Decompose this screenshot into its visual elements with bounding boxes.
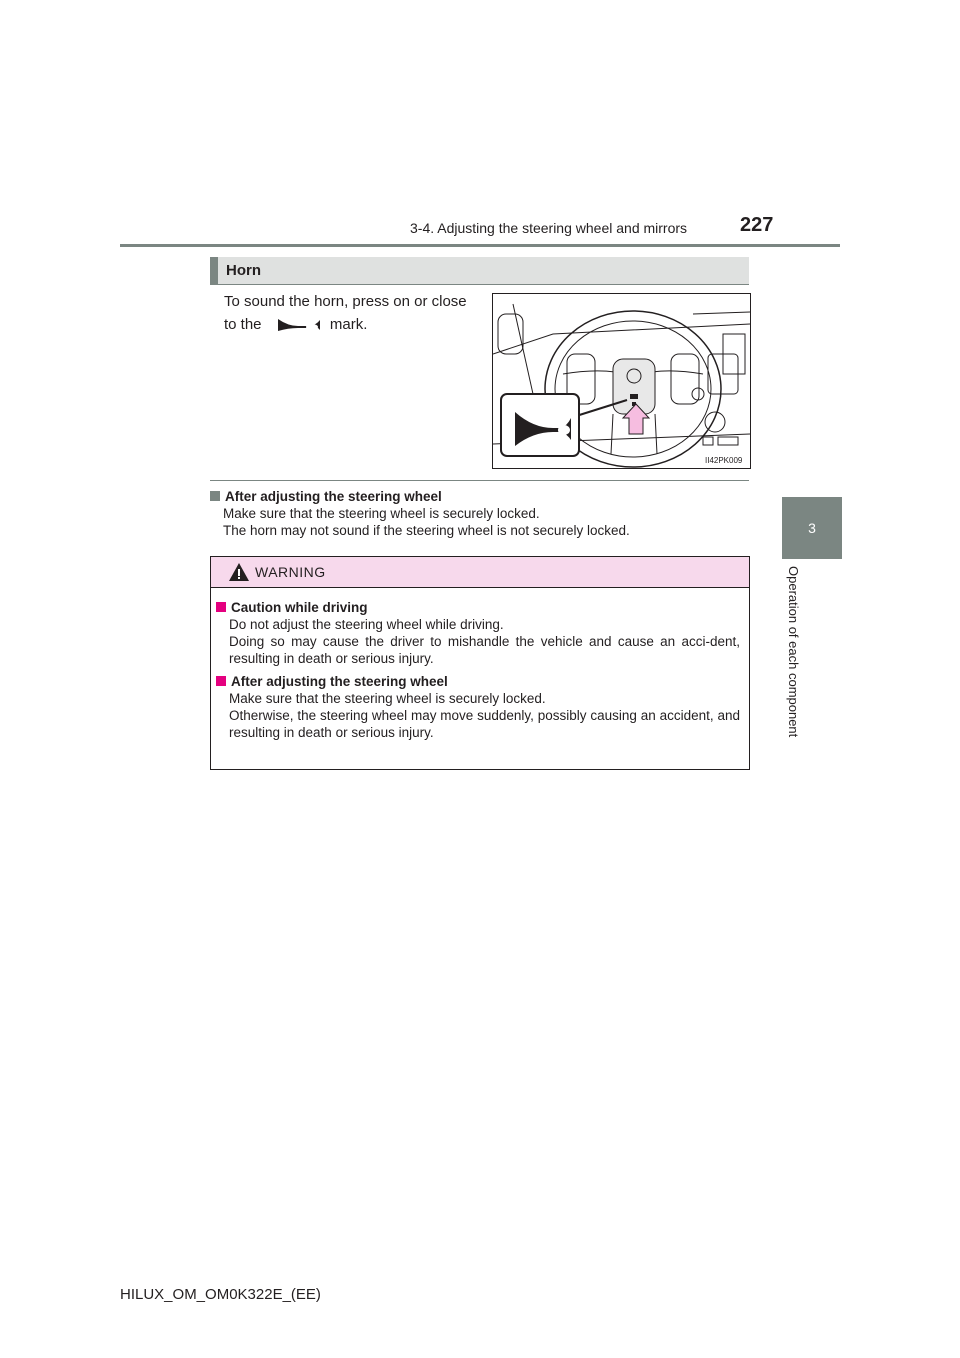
chapter-side-label-text: Operation of each component bbox=[786, 566, 801, 738]
warning-item-heading-row bbox=[216, 599, 740, 616]
warning-content bbox=[216, 599, 740, 741]
section-header-edge bbox=[210, 257, 218, 284]
horn-icon bbox=[266, 317, 326, 333]
illustration-code: II42PK009 bbox=[705, 456, 743, 465]
warning-line: Make sure that the steering wheel is securely locked. bbox=[229, 691, 546, 706]
header-section-title: 3-4. Adjusting the steering wheel and mirrors bbox=[410, 220, 688, 236]
steering-wheel-illustration bbox=[492, 293, 751, 469]
note-heading: After adjusting the steering wheel bbox=[225, 489, 442, 504]
document-id: HILUX_OM_OM0K322E_(EE) bbox=[120, 1286, 321, 1303]
warning-item bbox=[216, 599, 740, 667]
note-body bbox=[210, 505, 749, 539]
horn-instruction bbox=[224, 290, 478, 336]
header-rule bbox=[120, 244, 840, 247]
warning-item-body bbox=[216, 690, 740, 741]
section-header bbox=[210, 257, 749, 285]
warning-label: WARNING bbox=[255, 564, 326, 580]
warning-bullet-icon bbox=[216, 676, 226, 686]
section-title: Horn bbox=[226, 262, 261, 279]
steering-wheel-drawing bbox=[493, 294, 750, 468]
horn-instruction-text: To sound the horn, press on or close to the bbox=[224, 293, 467, 333]
note-line: Make sure that the steering wheel is securely locked. bbox=[223, 506, 540, 521]
warning-item-heading: Caution while driving bbox=[231, 600, 368, 615]
note-heading-row bbox=[210, 488, 749, 505]
note-block bbox=[210, 488, 749, 539]
warning-item-heading-row bbox=[216, 673, 740, 690]
warning-box bbox=[210, 556, 750, 770]
warning-line: Do not adjust the steering wheel while driving. bbox=[229, 617, 504, 632]
warning-line: Otherwise, the steering wheel may move suddenly, possibly causing an accident, and resulting in death or serious injury. bbox=[229, 708, 740, 740]
warning-line: Doing so may cause the driver to mishandle the vehicle and cause an acci-dent, resulting in death or serious injury. bbox=[229, 634, 740, 666]
note-bullet-icon bbox=[210, 491, 220, 501]
chapter-side-label bbox=[766, 566, 812, 746]
page-number: 227 bbox=[740, 214, 774, 236]
horn-instruction-text-end: mark. bbox=[329, 316, 368, 333]
warning-header bbox=[211, 557, 749, 588]
warning-triangle-icon bbox=[228, 562, 250, 582]
warning-bullet-icon bbox=[216, 602, 226, 612]
section-separator bbox=[210, 480, 749, 481]
chapter-tab[interactable]: 3 bbox=[782, 497, 842, 559]
warning-item bbox=[216, 673, 740, 741]
note-line: The horn may not sound if the steering wheel is not securely locked. bbox=[223, 523, 630, 538]
warning-item-body bbox=[216, 616, 740, 667]
warning-item-heading: After adjusting the steering wheel bbox=[231, 674, 448, 689]
